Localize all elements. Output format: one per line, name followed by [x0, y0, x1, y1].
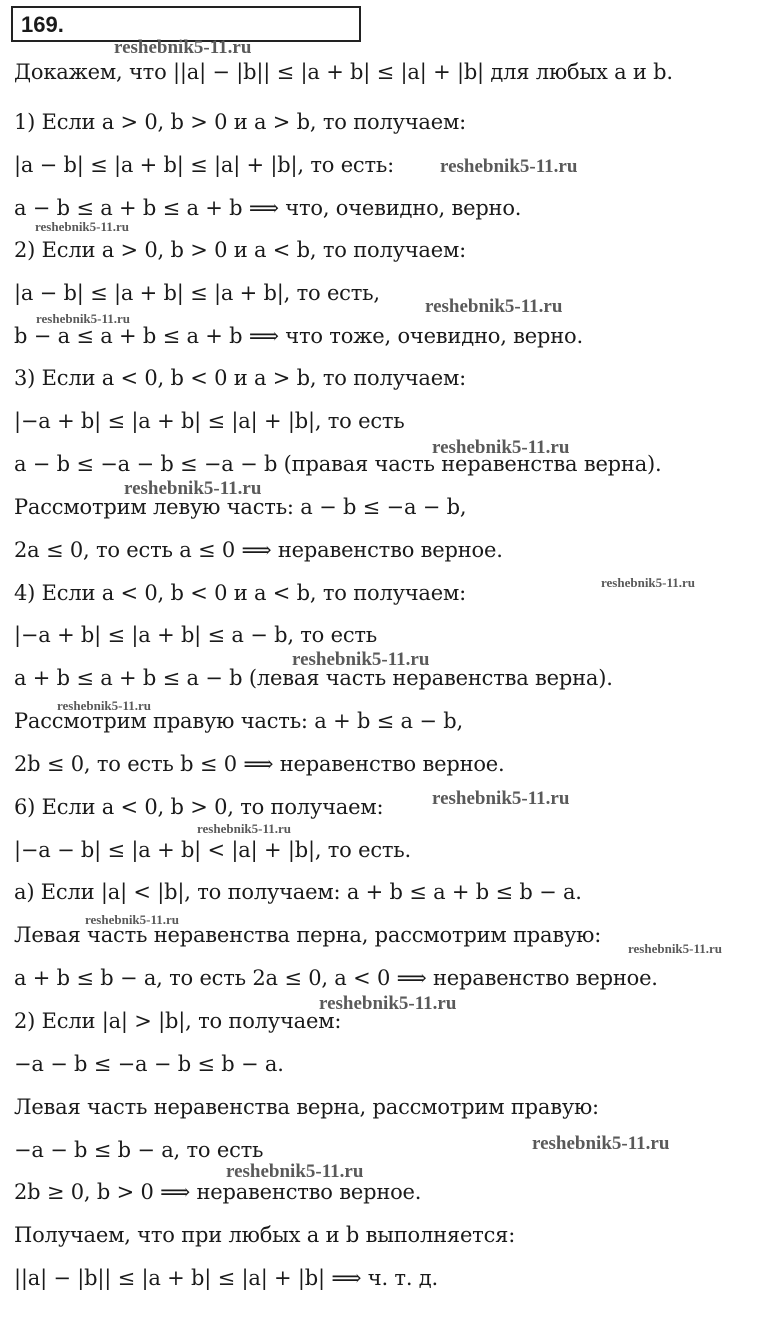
watermark: reshebnik5-11.ru: [36, 311, 131, 326]
case-2-heading: 2) Если a > 0, b > 0 и a < b, то получаем:: [14, 238, 466, 262]
watermark: reshebnik5-11.ru: [292, 649, 430, 670]
case-4-line: |−a + b| ≤ |a + b| ≤ a − b, то есть: [14, 623, 378, 647]
case-4-line: a + b ≤ a + b ≤ a − b (левая часть неравенства верна).: [14, 666, 613, 690]
case-3-line: Рассмотрим левую часть: a − b ≤ −a − b,: [14, 495, 467, 519]
subcase-2-heading: 2) Если |a| > |b|, то получаем:: [14, 1009, 342, 1033]
case-3-heading: 3) Если a < 0, b < 0 и a > b, то получаем:: [14, 366, 466, 390]
watermark: reshebnik5-11.ru: [114, 37, 252, 58]
case-4-line: Рассмотрим правую часть: a + b ≤ a − b,: [14, 709, 463, 733]
watermark: reshebnik5-11.ru: [124, 478, 262, 499]
watermark: reshebnik5-11.ru: [432, 788, 570, 809]
subcase-2-line: Левая часть неравенства верна, рассмотрим правую:: [14, 1095, 599, 1119]
watermark: reshebnik5-11.ru: [432, 437, 570, 458]
subcase-2-line: 2b ≥ 0, b > 0 ⟹ неравенство верное.: [14, 1180, 422, 1204]
watermark: reshebnik5-11.ru: [532, 1133, 670, 1154]
watermark: reshebnik5-11.ru: [440, 156, 578, 177]
case-2-line: b − a ≤ a + b ≤ a + b ⟹ что тоже, очевидно, верно.: [14, 324, 583, 348]
case-6-heading: 6) Если a < 0, b > 0, то получаем:: [14, 795, 384, 819]
watermark: reshebnik5-11.ru: [85, 912, 180, 927]
case-6-line: |−a − b| ≤ |a + b| < |a| + |b|, то есть.: [14, 838, 412, 862]
case-4-line: 2b ≤ 0, то есть b ≤ 0 ⟹ неравенство верное.: [14, 752, 505, 776]
case-2-line: |a − b| ≤ |a + b| ≤ |a + b|, то есть,: [14, 281, 380, 305]
watermark: reshebnik5-11.ru: [226, 1161, 364, 1182]
case-3-line: |−a + b| ≤ |a + b| ≤ |a| + |b|, то есть: [14, 409, 405, 433]
case-1-line: |a − b| ≤ |a + b| ≤ |a| + |b|, то есть:: [14, 153, 395, 177]
watermark: reshebnik5-11.ru: [628, 941, 723, 956]
conclusion-line: Получаем, что при любых a и b выполняется:: [14, 1223, 516, 1247]
watermark: reshebnik5-11.ru: [35, 219, 130, 234]
statement-line: Докажем, что ||a| − |b|| ≤ |a + b| ≤ |a| + |b| для любых a и b.: [14, 60, 673, 84]
watermark: reshebnik5-11.ru: [601, 575, 696, 590]
conclusion-formula: ||a| − |b|| ≤ |a + b| ≤ |a| + |b| ⟹ ч. т. д.: [14, 1266, 438, 1290]
problem-number: 169.: [21, 12, 64, 37]
subcase-2-line: −a − b ≤ b − a, то есть: [14, 1138, 264, 1162]
case-1-line: a − b ≤ a + b ≤ a + b ⟹ что, очевидно, верно.: [14, 196, 522, 220]
case-3-line: a − b ≤ −a − b ≤ −a − b (правая часть неравенства верна).: [14, 452, 662, 476]
watermark: reshebnik5-11.ru: [197, 821, 292, 836]
watermark: reshebnik5-11.ru: [319, 993, 457, 1014]
subcase-a-line: a + b ≤ b − a, то есть 2a ≤ 0, a < 0 ⟹ неравенство верное.: [14, 966, 658, 990]
subcase-a-heading: а) Если |a| < |b|, то получаем: a + b ≤ a + b ≤ b − a.: [14, 880, 582, 904]
subcase-a-line: Левая часть неравенства перна, рассмотрим правую:: [14, 923, 602, 947]
case-3-line: 2a ≤ 0, то есть a ≤ 0 ⟹ неравенство верное.: [14, 538, 503, 562]
subcase-2-line: −a − b ≤ −a − b ≤ b − a.: [14, 1052, 284, 1076]
case-1-heading: 1) Если a > 0, b > 0 и a > b, то получаем:: [14, 110, 466, 134]
watermark: reshebnik5-11.ru: [425, 296, 563, 317]
watermark: reshebnik5-11.ru: [57, 698, 152, 713]
case-4-heading: 4) Если a < 0, b < 0 и a < b, то получаем:: [14, 581, 466, 605]
